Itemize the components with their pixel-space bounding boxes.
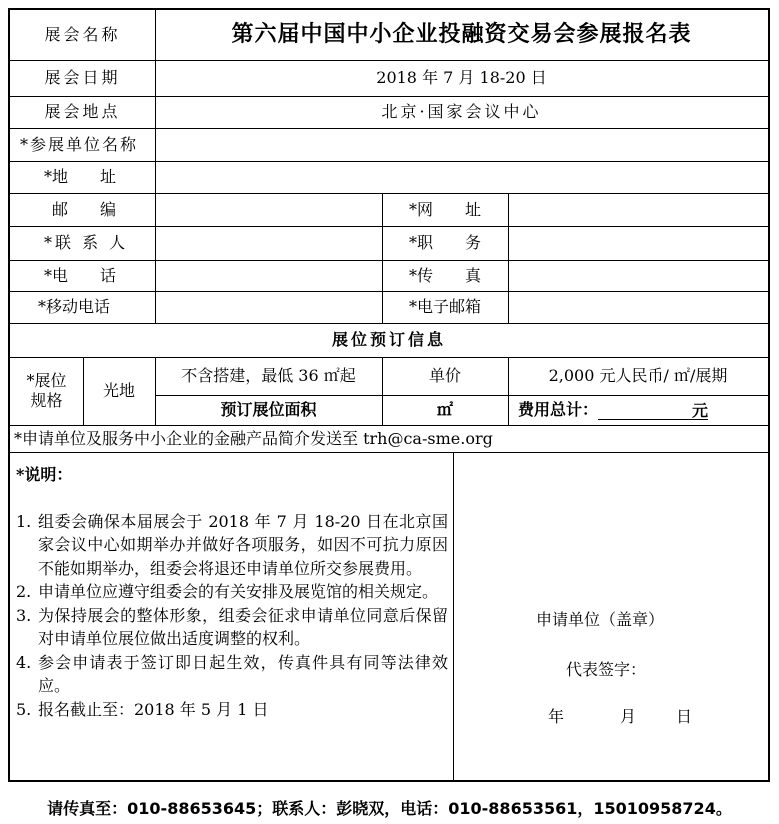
contact-field[interactable] [155, 226, 382, 260]
position-field[interactable] [508, 226, 768, 260]
note-number: 1. [16, 511, 32, 531]
total-unit: 元 [692, 400, 709, 420]
address-label: *地 址 [44, 167, 117, 186]
col-divider [453, 452, 454, 782]
area-label: 预订展位面积 [220, 400, 317, 419]
fax-contact-footer: 请传真至：010-88653645；联系人：彭晓双，电话：010-88653561，15010958724。 [47, 799, 732, 818]
contact-label: *联 系 人 [44, 233, 129, 252]
note-text: 为保持展会的整体形象，组委会征求申请单位同意后保留对申请单位展位做出适度调整的权利。 [38, 605, 448, 648]
note-text: 组委会确保本届展会于 2018 年 7 月 18-20 日在北京国家会议中心如期举办并做好各项服务，如因不可抗力原因不能如期举办，组委会将退还申请单位所交参展费用。 [38, 511, 448, 578]
address-field[interactable] [155, 161, 768, 193]
booth-spec-label [10, 357, 83, 425]
website-label: *网 址 [408, 199, 481, 219]
mobile-label: *移动电话 [38, 297, 111, 316]
phone-label: *电 话 [44, 265, 117, 285]
postcode-label: 邮 编 [52, 199, 117, 219]
exhibition-date-label: 展会日期 [44, 68, 121, 87]
email-note: *申请单位及服务中小企业的金融产品简介发送至 trh@ca-sme.org [14, 428, 493, 448]
note-item [16, 651, 448, 698]
venue-label: 展会地点 [44, 102, 121, 121]
note-item [16, 604, 448, 651]
postcode-field[interactable] [155, 193, 382, 226]
company-label: *参展单位名称 [20, 134, 139, 154]
exhibition-date-value: 2018 年 7 月 18-20 日 [376, 68, 547, 87]
note-text: 参会申请表于签订即日起生效，传真件具有同等法律效应。 [38, 652, 448, 695]
exhibition-name-label: 展会名称 [44, 25, 121, 44]
registration-form [8, 8, 770, 782]
total-field[interactable] [598, 401, 708, 420]
notes-title: *说明： [16, 465, 73, 484]
unit-price-value: 2,000 元人民币/ ㎡/展期 [548, 366, 728, 385]
applicant-stamp-label: 申请单位（盖章） [536, 610, 665, 629]
note-number: 3. [16, 605, 32, 625]
area-unit: ㎡ [436, 400, 453, 419]
notes [16, 463, 448, 721]
company-field[interactable] [155, 128, 768, 161]
sign-month: 月 [620, 707, 637, 726]
sign-day: 日 [676, 707, 693, 726]
row-divider [10, 452, 768, 453]
unit-price-label: 单价 [428, 366, 461, 385]
email-label: *电子邮箱 [408, 297, 481, 316]
total-label: 费用总计： [518, 400, 599, 419]
note-text: 申请单位应遵守组委会的有关安排及展览馆的相关规定。 [38, 582, 439, 601]
position-label: *职 务 [408, 233, 481, 252]
booth-desc: 不含搭建，最低 36 ㎡起 [181, 366, 356, 385]
booth-spec-label-line2: 规格 [30, 391, 63, 410]
total-cost [508, 395, 768, 425]
note-item [16, 510, 448, 581]
mobile-field[interactable] [155, 291, 382, 323]
form-title: 第六届中国中小企业投融资交易会参展报名表 [231, 21, 692, 48]
representative-signature-label: 代表签字： [566, 660, 647, 679]
booth-section-title: 展位预订信息 [331, 330, 446, 349]
website-field[interactable] [508, 193, 768, 226]
note-number: 2. [16, 582, 32, 601]
phone-field[interactable] [155, 260, 382, 291]
note-item [16, 698, 448, 722]
note-item [16, 580, 448, 604]
sign-year: 年 [548, 707, 565, 726]
note-text: 报名截止至：2018 年 5 月 1 日 [38, 699, 269, 719]
booth-spec-label-line1: *展位 [26, 371, 67, 390]
fax-label: *传 真 [408, 265, 481, 285]
booth-type: 光地 [102, 381, 135, 400]
note-number: 4. [16, 652, 32, 672]
email-field[interactable] [508, 291, 768, 323]
note-number: 5. [16, 699, 32, 719]
fax-field[interactable] [508, 260, 768, 291]
venue-value: 北京·国家会议中心 [381, 102, 542, 121]
